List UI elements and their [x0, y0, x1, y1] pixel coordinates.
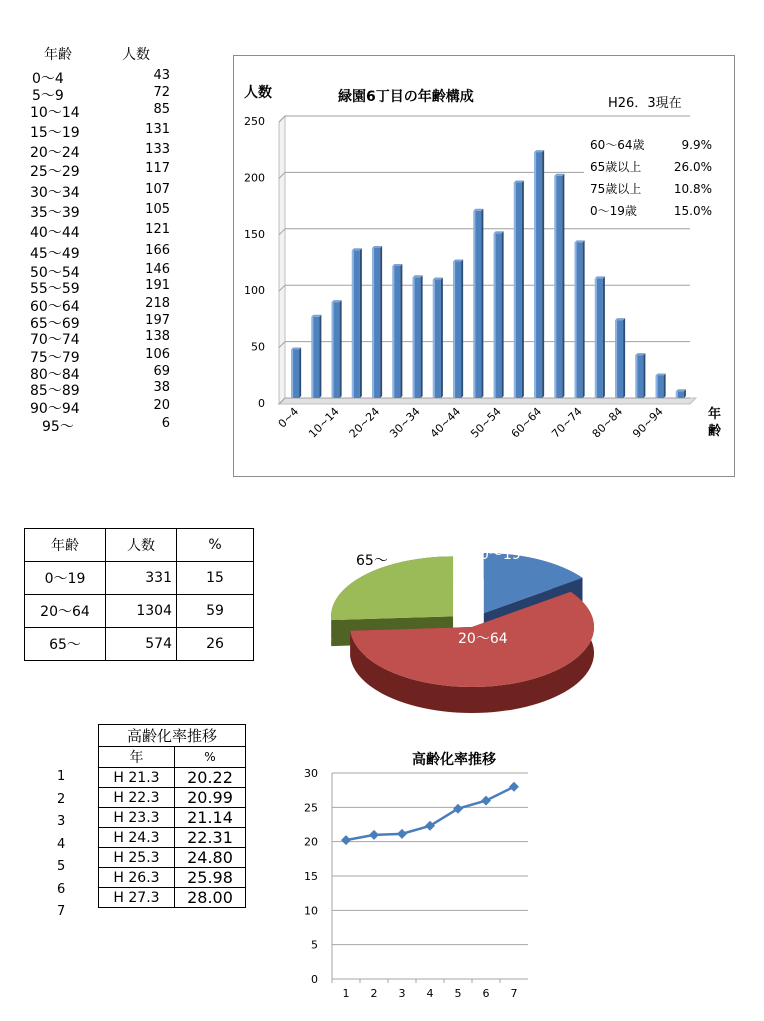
- aging-year-cell: H 25.3: [99, 848, 175, 868]
- aging-pct-cell: 22.31: [175, 828, 246, 848]
- x-tick-label: 20~24: [346, 404, 383, 441]
- annotation-value: 26.0%: [673, 160, 712, 174]
- aging-row-index: 6: [57, 881, 66, 897]
- age-range-cell: 30～34: [30, 185, 80, 201]
- aging-header-pct: %: [175, 747, 246, 768]
- aging-rate-table: [98, 724, 246, 908]
- age-range-cell: 20～24: [30, 145, 80, 161]
- summary-pct-cell: 15: [177, 562, 254, 595]
- age-count-cell: 191: [145, 278, 170, 293]
- age-count-cell: 146: [145, 262, 170, 277]
- age-range-cell: 60～64: [30, 299, 80, 315]
- x-axis-label: 年齢: [708, 407, 722, 439]
- y-tick-label: 50: [251, 340, 265, 354]
- summary-age-cell: 65～: [25, 628, 106, 661]
- aging-table-title: 高齢化率推移: [99, 725, 246, 747]
- y-tick-label: 25: [304, 801, 318, 815]
- x-tick-label: 2: [370, 987, 378, 1000]
- age-range-cell: 10～14: [30, 105, 80, 121]
- age-header: 年齢: [44, 47, 72, 63]
- age-range-cell: 80～84: [30, 367, 80, 383]
- age-count-cell: 69: [153, 364, 170, 379]
- histogram-bar: [494, 231, 504, 398]
- y-axis-label: 人数: [244, 85, 272, 101]
- annotation-label: 60～64歳: [590, 138, 645, 152]
- x-tick-label: 80~84: [589, 404, 626, 441]
- histogram-bar: [453, 260, 463, 398]
- y-tick-label: 15: [304, 870, 318, 883]
- age-count-cell: 121: [145, 222, 170, 237]
- aging-year-cell: H 27.3: [99, 888, 175, 908]
- age-range-cell: 90～94: [30, 401, 80, 417]
- age-range-cell: 75～79: [30, 350, 80, 366]
- aging-pct-cell: 20.22: [175, 768, 246, 788]
- table-row: [25, 628, 254, 661]
- aging-pct-cell: 24.80: [175, 848, 246, 868]
- aging-pct-cell: 28.00: [175, 888, 246, 908]
- age-range-cell: 70～74: [30, 332, 80, 348]
- y-tick-label: 30: [304, 767, 318, 780]
- histogram-bar: [392, 264, 402, 398]
- age-count-cell: 43: [153, 68, 170, 83]
- data-point-marker: [509, 782, 519, 792]
- aging-year-cell: H 23.3: [99, 808, 175, 828]
- histogram-side-wall: [279, 116, 285, 404]
- age-range-cell: 55～59: [30, 281, 80, 297]
- age-count-cell: 38: [153, 380, 170, 395]
- summary-pct-cell: 59: [177, 595, 254, 628]
- annotation-label: 0～19歳: [590, 204, 637, 218]
- aging-row-index: 4: [57, 836, 66, 852]
- count-header: 人数: [122, 47, 150, 63]
- age-count-cell: 197: [145, 313, 170, 328]
- age-count-cell: 20: [153, 398, 170, 413]
- age-range-cell: 50～54: [30, 265, 80, 281]
- histogram-bar: [595, 276, 605, 398]
- histogram-bar: [656, 373, 666, 398]
- histogram-bar: [473, 209, 483, 398]
- age-count-cell: 6: [161, 416, 170, 431]
- x-tick-label: 5: [454, 987, 462, 1000]
- table-row: [99, 848, 246, 868]
- histogram-bar: [635, 353, 645, 398]
- data-point-marker: [481, 796, 491, 806]
- histogram-bar: [352, 248, 362, 398]
- annotation-value: 9.9%: [681, 138, 712, 152]
- age-range-cell: 40～44: [30, 225, 80, 241]
- summary-header-count: 人数: [106, 529, 177, 562]
- age-range-cell: 25～29: [30, 164, 80, 180]
- summary-age-cell: 0～19: [25, 562, 106, 595]
- aging-row-index: 5: [57, 859, 66, 874]
- age-range-cell: 85～89: [30, 383, 80, 399]
- age-count-cell: 106: [145, 347, 170, 362]
- aging-year-cell: H 21.3: [99, 768, 175, 788]
- aging-year-cell: H 24.3: [99, 828, 175, 848]
- x-tick-label: 4: [426, 987, 434, 1000]
- x-tick-label: 0~4: [275, 404, 302, 431]
- age-count-cell: 166: [145, 243, 170, 258]
- summary-header-age: 年齢: [25, 529, 106, 562]
- aging-year-cell: H 22.3: [99, 788, 175, 808]
- age-count-cell: 138: [145, 329, 170, 344]
- age-range-cell: 45～49: [30, 246, 80, 262]
- summary-table: [24, 528, 254, 661]
- summary-count-cell: 574: [106, 628, 177, 661]
- age-group-pie-chart: [300, 515, 620, 715]
- summary-count-cell: 331: [106, 562, 177, 595]
- age-count-cell: 218: [145, 296, 170, 311]
- histogram-bar: [433, 278, 443, 398]
- y-tick-label: 0: [258, 397, 265, 410]
- chart-subtitle: H26．3現在: [608, 96, 682, 111]
- table-row: [99, 808, 246, 828]
- pie-label: 20～64: [458, 631, 508, 647]
- annotation-label: 65歳以上: [590, 160, 642, 174]
- x-tick-label: 40~44: [427, 404, 464, 441]
- age-range-cell: 35～39: [30, 205, 80, 221]
- aging-header-year: 年: [99, 747, 175, 768]
- table-row: [25, 595, 254, 628]
- summary-age-cell: 20～64: [25, 595, 106, 628]
- table-row: [99, 888, 246, 908]
- x-tick-label: 30~34: [387, 404, 423, 441]
- y-tick-label: 0: [311, 973, 318, 986]
- age-count-cell: 117: [145, 161, 170, 176]
- pie-label: 0～19: [480, 547, 521, 563]
- histogram-bar: [311, 315, 321, 398]
- histogram-bar: [372, 246, 382, 398]
- table-row: [25, 562, 254, 595]
- histogram-bar: [514, 181, 524, 398]
- table-row: [99, 828, 246, 848]
- annotation-value: 10.8%: [673, 182, 712, 196]
- age-range-cell: 65～69: [30, 316, 80, 332]
- x-tick-label: 50~54: [468, 404, 504, 441]
- x-tick-label: 70~74: [549, 404, 585, 441]
- x-tick-label: 1: [342, 987, 350, 1000]
- chart-title: 緑園6丁目の年齢構成: [338, 89, 474, 105]
- table-row: [99, 768, 246, 788]
- histogram-bar: [575, 240, 585, 398]
- pie-label: 65～: [356, 553, 388, 569]
- age-count-cell: 107: [145, 182, 170, 197]
- y-tick-label: 150: [244, 227, 265, 241]
- histogram-bar: [413, 275, 423, 398]
- data-point-marker: [369, 830, 379, 840]
- x-tick-label: 7: [510, 987, 518, 1000]
- aging-year-cell: H 26.3: [99, 868, 175, 888]
- histogram-bar: [291, 347, 301, 398]
- table-row: [99, 788, 246, 808]
- aging-row-index: 2: [57, 791, 66, 807]
- age-range-cell: 15～19: [30, 125, 80, 141]
- age-range-cell: 95～: [42, 419, 74, 435]
- aging-row-index: 7: [57, 904, 66, 919]
- y-tick-label: 5: [311, 938, 318, 952]
- table-row: [99, 868, 246, 888]
- summary-pct-cell: 26: [177, 628, 254, 661]
- aging-pct-cell: 21.14: [175, 808, 246, 828]
- summary-header-pct: %: [177, 529, 254, 562]
- y-tick-label: 250: [244, 115, 265, 128]
- histogram-bar: [615, 318, 625, 398]
- data-point-marker: [397, 829, 407, 839]
- x-tick-label: 60~64: [508, 404, 545, 441]
- x-tick-label: 6: [482, 987, 490, 1000]
- age-count-cell: 72: [153, 85, 170, 100]
- chart-title: 高齢化率推移: [412, 752, 496, 768]
- histogram-bar: [676, 389, 686, 398]
- aging-pct-cell: 20.99: [175, 788, 246, 808]
- y-tick-label: 20: [304, 835, 318, 849]
- age-range-cell: 0～4: [32, 71, 64, 87]
- aging-rate-line-chart: [290, 740, 540, 1020]
- aging-row-index: 1: [57, 769, 66, 784]
- age-count-cell: 133: [145, 142, 170, 157]
- age-count-cell: 85: [153, 102, 170, 117]
- histogram-bar: [554, 174, 564, 398]
- summary-count-cell: 1304: [106, 595, 177, 628]
- histogram-bar: [332, 300, 342, 398]
- aging-row-index: 3: [57, 814, 66, 829]
- annotation-value: 15.0%: [673, 204, 712, 218]
- x-tick-label: 3: [398, 987, 406, 1000]
- y-tick-label: 200: [244, 171, 265, 185]
- age-count-cell: 105: [145, 202, 170, 217]
- age-range-cell: 5～9: [32, 88, 64, 104]
- aging-rate-line: [346, 787, 514, 840]
- age-count-cell: 131: [145, 122, 170, 137]
- aging-pct-cell: 25.98: [175, 868, 246, 888]
- y-tick-label: 10: [304, 904, 318, 918]
- x-tick-label: 90~94: [630, 404, 666, 441]
- age-histogram: [0, 0, 764, 500]
- histogram-floor: [279, 398, 696, 404]
- histogram-bar: [534, 150, 544, 398]
- annotation-label: 75歳以上: [590, 182, 642, 196]
- data-point-marker: [341, 835, 351, 845]
- y-tick-label: 100: [244, 284, 265, 298]
- x-tick-label: 10~14: [306, 404, 342, 441]
